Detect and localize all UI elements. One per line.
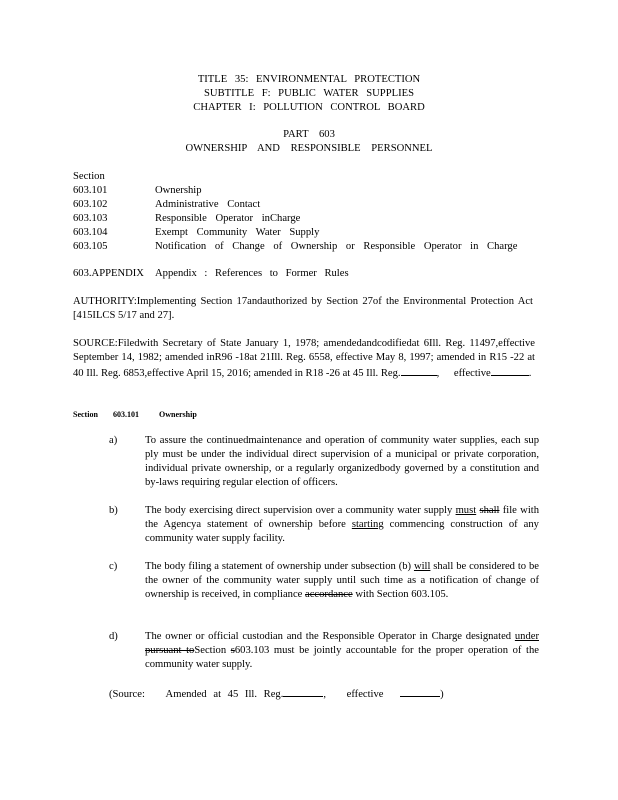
effective-blank xyxy=(491,365,529,376)
text-run: file with the Agencya statement of ownership before xyxy=(145,505,540,530)
toc-item xyxy=(73,184,553,198)
part-heading xyxy=(0,128,618,156)
deleted-text: s xyxy=(230,645,235,656)
part-number: PART 603 xyxy=(283,129,335,140)
toc-item-title: Exempt Community Water Supply xyxy=(155,227,320,238)
toc-item-number: 603.101 xyxy=(73,185,108,196)
section-title: Ownership xyxy=(159,410,197,419)
text-run: The owner or official custodian and the Responsible Operator in Charge designated xyxy=(145,631,515,642)
section-source-note: (Source: Amended at 45 Ill. Reg. , effective ) xyxy=(109,686,444,702)
text-run: 603.103 must be jointly accountable for the proper operation of the community water supply. xyxy=(145,645,539,670)
paragraph-text: To assure the continuedmaintenance and operation of community water supplies, each sup ply must be under the individual direct supervision of a municipal or private corporation, individual private ownership, or a regularly organizedbody governed by a constitution and by-laws requiring regular election of officers. xyxy=(145,435,539,488)
toc-item-number: 603.103 xyxy=(73,213,108,224)
chapter-line: CHAPTER I: POLLUTION CONTROL BOARD xyxy=(193,102,425,113)
paragraph-text xyxy=(145,504,539,546)
paragraph-label: a) xyxy=(109,435,118,446)
toc-item-title: Notification of Change of Ownership or Responsible Operator in Charge xyxy=(155,241,518,252)
inserted-text: starting xyxy=(351,519,384,530)
part-name: OWNERSHIP AND RESPONSIBLE PERSONNEL xyxy=(185,143,433,154)
source-effective: effective xyxy=(453,368,491,379)
toc-heading: Section xyxy=(73,171,105,182)
inserted-text: must xyxy=(455,505,477,516)
text-run: with Section 603.105. xyxy=(352,589,449,600)
text-run: Section xyxy=(194,645,231,656)
text-run: shall be considered to be the owner of the community water supply until such time as a notification of change of ownership is received, in compliance xyxy=(145,561,539,600)
toc-item-number: 603.105 xyxy=(73,241,108,252)
inserted-text: under xyxy=(514,631,539,642)
toc-item xyxy=(73,240,553,254)
section-label: Section xyxy=(73,410,98,419)
paragraph-text xyxy=(145,630,539,672)
reg-blank xyxy=(283,686,323,697)
toc-item-title: Ownership xyxy=(155,185,202,196)
toc-item-title: Administrative Contact xyxy=(155,199,261,210)
section-heading xyxy=(73,408,197,422)
table-of-contents xyxy=(73,170,553,254)
reg-blank xyxy=(401,365,437,376)
deleted-text: accordance xyxy=(305,589,353,600)
source-amended: Amended at 45 Ill. Reg. xyxy=(165,689,284,700)
toc-item xyxy=(73,198,553,212)
source-effective: effective xyxy=(346,689,384,700)
paragraph-label: d) xyxy=(109,631,118,642)
effective-blank xyxy=(400,686,440,697)
authority-note: AUTHORITY:Implementing Section 17andauthorized by Section 27of the Environmental Protection Act [415ILCS 5/17 and 27]. xyxy=(73,296,533,321)
section-number: 603.101 xyxy=(113,410,139,419)
toc-item-number: 603.104 xyxy=(73,227,108,238)
deleted-text: pursuant to xyxy=(145,645,195,656)
subtitle-line: SUBTITLE F: PUBLIC WATER SUPPLIES xyxy=(204,88,414,99)
toc-item xyxy=(73,212,553,226)
text-run: commencing construction of any community water supply facility. xyxy=(145,519,539,544)
source-note: SOURCE:Filedwith Secretary of State January 1, 1978; amendedandcodifiedat 6Ill. Reg. 11497,effective September 14, 1982; amended inR96 -18at 21Ill. Reg. 6558, effective May 8, 1997; amended in R15 -22 at 40 Ill. Reg. 6853,effective April 15, 2016; amended in R18 -26 at 45 Ill. Reg. , effective . xyxy=(73,338,535,379)
text-run: The body filing a statement of ownership under subsection (b) xyxy=(145,561,414,572)
paragraph-label: b) xyxy=(109,505,118,516)
paragraph-label: c) xyxy=(109,561,118,572)
paragraph-text xyxy=(145,560,539,602)
title-line: TITLE 35: ENVIRONMENTAL PROTECTION xyxy=(197,74,421,85)
deleted-text: shall xyxy=(479,505,500,516)
toc-item-title: Responsible Operator inCharge xyxy=(155,213,301,224)
appendix-title: Appendix : References to Former Rules xyxy=(155,268,349,279)
source-suffix: ) xyxy=(440,689,444,700)
toc-appendix xyxy=(73,267,349,281)
text-run: The body exercising direct supervision over a community water supply xyxy=(145,505,456,516)
appendix-number: 603.APPENDIX xyxy=(73,268,144,279)
source-prefix: (Source: xyxy=(109,689,145,700)
document-header xyxy=(0,73,618,115)
source-text: SOURCE:Filedwith Secretary of State January 1, 1978; amendedandcodifiedat 6Ill. Reg. 11497,effective September 14, 1982; amended inR96 -18at 21Ill. Reg. 6558, effective May 8, 1997; amended in R15 -22 at 40 Ill. Reg. 6853,effective April 15, 2016; amended in R18 -26 at 45 Ill. Reg. xyxy=(73,338,535,379)
inserted-text: will xyxy=(413,561,431,572)
toc-item-number: 603.102 xyxy=(73,199,108,210)
toc-item xyxy=(73,226,553,240)
